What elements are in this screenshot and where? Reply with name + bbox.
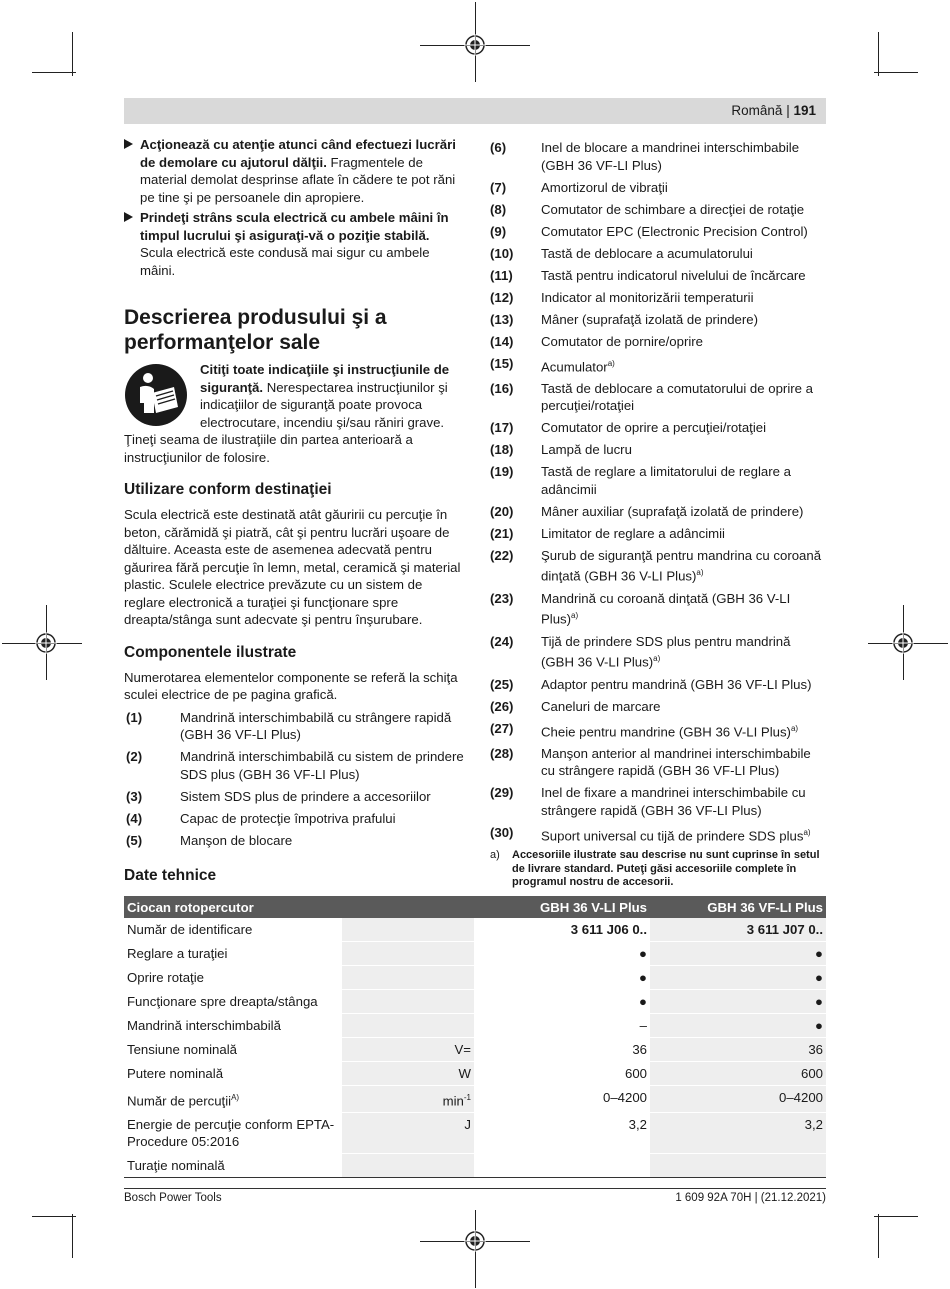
safety-bold: Citiţi toate indicaţiile şi instrucţiunile de siguranţă. [200,362,450,395]
row-value-model2 [650,1014,826,1038]
item-number: (23) [490,590,514,606]
row-value-model1 [474,1113,650,1154]
item-text: Mandrină interschimbabilă cu strângere rapidă (GBH 36 VF-LI Plus) [180,709,452,742]
intended-use-title: Utilizare conform destinaţiei [124,481,332,498]
item-text-body: Limitator de reglare a adâncimii [541,525,725,541]
table-row [124,1062,826,1086]
tech-title [124,866,216,886]
item-text [541,745,826,780]
item-text [541,525,826,543]
item-text [541,201,826,219]
item-text [541,223,826,241]
row-value-model2-text: 600 [800,1066,823,1081]
item-text [541,503,826,521]
row-label-text: Funcţionare spre dreapta/stânga [127,994,318,1009]
column-header: Ciocan rotopercutor [124,896,342,918]
list-item [490,547,826,585]
item-number: (15) [490,355,514,371]
row-label-text: Turaţie nominală [127,1158,225,1174]
list-item [490,311,826,329]
list-item [490,463,826,498]
item-text-body: Tastă de deblocare a acumulatorului [541,245,753,261]
item-number: (1) [126,709,143,725]
item-number: (6) [490,140,507,155]
row-value-model2-text: 3,2 [804,1117,823,1133]
row-value-model2-text: ● [815,970,823,985]
intended-use-text: Scula electrică este destinată atât găuririi cu percuţie în beton, cărămidă şi piatră, cât şi pentru lucrări uşoare de dăltuire. Aceasta este de asemenea adecvată pentru găurirea fără percuţie în lemn, metal, ceramică şi material plastic. Sculele electrice prevăzute cu un sistem de reglare electronică a turaţiei şi funcţionare spre dreapta/stânga sunt adecvate şi pentru înşurubare. [124,507,461,627]
item-number: (12) [490,289,514,305]
list-item [490,784,826,819]
item-text-body: Inel de fixare a mandrinei interschimbabile cu strângere rapidă (GBH 36 VF-LI Plus) [541,785,806,818]
footnote [490,849,826,890]
footnote-ref: a) [803,827,811,837]
item-number: (30) [490,824,514,840]
row-value-model2 [650,990,826,1014]
row-unit [342,990,474,1014]
item-text-body: Mâner auxiliar (suprafaţă izolată de prindere) [541,503,804,519]
list-item [490,720,826,741]
row-label [124,1038,342,1062]
item-text [541,419,826,437]
column-header [342,896,474,918]
list-item [124,748,464,783]
list-item [490,223,826,241]
footer-rule [124,1188,826,1189]
list-item [490,139,826,174]
item-text [541,824,826,845]
row-unit-text: min [442,1093,464,1109]
item-text-body: Cheie pentru mandrine (GBH 36 V-LI Plus) [541,723,791,739]
bullet-triangle-icon [124,212,133,222]
row-label [124,1086,342,1113]
row-unit [342,918,474,942]
item-number: (4) [126,810,143,826]
crop-mark [878,32,879,76]
list-item [490,525,826,543]
item-text-body: Caneluri de marcare [541,698,661,714]
table-row [124,1113,826,1154]
row-value-model1-text: ● [639,946,647,961]
item-text-body: Tastă de reglare a limitatorului de reglare a adâncimii [541,464,791,497]
row-label [124,918,342,942]
footnote-text: Accesoriile ilustrate sau descrise nu sunt cuprinse în setul de livrare standard. Puteţi găsi accesoriile complete în programul nostru de accesorii. [512,849,820,889]
row-value-model2 [650,1154,826,1178]
registration-mark-icon [464,34,486,56]
row-unit [342,1113,474,1154]
table-row [124,918,826,942]
right-column [490,139,826,890]
item-text-body: Tastă de deblocare a comutatorului de oprire a percuţiei/rotaţiei [541,380,813,414]
row-value-model2 [650,942,826,966]
row-value-model2-text: 36 [808,1042,823,1057]
row-value-model1-text: 0–4200 [602,1090,647,1105]
row-value-model2 [650,1086,826,1113]
row-value-model1 [474,966,650,990]
section-title: Descrierea produsului şi a performanţelor sale [124,306,387,354]
item-text-body: Mâner (suprafaţă izolată de prindere) [541,311,758,327]
row-value-model2-text: 0–4200 [778,1090,823,1105]
row-value-model1-text: ● [639,970,647,985]
row-label-text: Număr de identificare [127,922,253,937]
item-number: (20) [490,503,514,519]
tech-table [124,896,826,1178]
crop-mark [72,32,73,76]
item-text [541,698,826,716]
row-value-model1 [474,990,650,1014]
column-header: GBH 36 VF-LI Plus [650,896,826,918]
item-text: Mandrină interschimbabilă cu sistem de prindere SDS plus (GBH 36 VF-LI Plus) [180,749,464,782]
row-label [124,990,342,1014]
item-text: Sistem SDS plus de prindere a accesoriilor [180,788,431,804]
item-number: (14) [490,333,514,349]
row-unit [342,1038,474,1062]
list-item [490,441,826,459]
row-value-model2-text: ● [815,994,823,1009]
item-text-body: Şurub de siguranţă pentru mandrina cu coroană dinţată (GBH 36 V-LI Plus) [541,547,822,584]
components-title: Componentele ilustrate [124,643,297,661]
list-item [490,380,826,415]
row-value-model1 [474,1154,650,1178]
list-item [490,590,826,628]
footnote-ref: a) [790,723,799,733]
row-value-model1-text: 3 611 J06 0.. [570,922,647,937]
item-text: Manşon de blocare [180,832,293,848]
warning-item [124,136,464,206]
label-footnote-ref: A) [231,1093,240,1102]
item-number: (2) [126,749,143,764]
list-item [490,267,826,285]
item-number: (10) [490,245,514,261]
read-manual-icon [124,363,188,427]
row-value-model1 [474,1062,650,1086]
item-number: (21) [490,525,514,541]
footer-left: Bosch Power Tools [124,1192,222,1204]
warning-bold: Acţionează cu atenţie atunci când efectuezi lucrări de demolare cu ajutorul dălţii. [140,137,456,170]
item-text-body: Tijă de prindere SDS plus pentru mandrină (GBH 36 V-LI Plus) [541,633,791,670]
item-text-body: Suport universal cu tijă de prindere SDS plus [541,828,804,844]
table-row [124,990,826,1014]
header-separator: | [786,103,790,118]
row-label [124,1154,342,1178]
item-text-body: Comutator de pornire/oprire [541,333,703,349]
item-text [541,355,826,376]
list-item [490,503,826,521]
item-number: (7) [490,179,507,195]
crop-mark [32,1216,76,1217]
footnote-ref: a) [571,611,579,621]
item-text [541,590,826,628]
item-text [541,245,826,263]
safety-text: Nerespectarea instrucţiunilor şi indicaţiilor de siguranţă poate provoca electrocutare, incendiu şi/sau răniri grave. [200,379,448,430]
item-text [541,289,826,307]
illustrations-note: Ţineţi seama de ilustraţiile din partea anterioară a instrucţiunilor de folosire. [124,432,413,465]
row-value-model2 [650,1113,826,1154]
item-text-body: Acumulator [541,358,608,374]
item-number: (25) [490,676,514,692]
table-row [124,1086,826,1113]
row-label-text: Mandrină interschimbabilă [127,1018,281,1033]
item-number: (22) [490,547,514,563]
list-item [124,810,464,828]
row-value-model1-text: 3,2 [628,1117,647,1133]
column-header: GBH 36 V-LI Plus [474,896,650,918]
list-item [490,745,826,780]
bullet-triangle-icon [124,139,133,149]
row-value-model2 [650,918,826,942]
row-unit-text: J [464,1117,471,1133]
row-value-model1-text: ● [639,994,647,1009]
row-unit [342,942,474,966]
row-label-text: Tensiune nominală [127,1042,237,1057]
list-item [490,201,826,219]
row-unit [342,1154,474,1178]
header-text [731,103,816,118]
row-value-model1-text: 36 [632,1042,647,1057]
registration-mark-icon [35,632,57,654]
warning-text: Fragmentele de material demolat desprinse aflate în cădere te pot răni pe tine şi pe persoanele din apropiere. [140,154,456,205]
item-number: (16) [490,380,514,396]
item-text [541,676,826,694]
row-value-model1 [474,918,650,942]
list-item [124,788,464,806]
page-number: 191 [793,103,816,118]
item-number: (9) [490,223,507,239]
row-value-model1-text: – [639,1018,647,1033]
item-text [541,380,826,415]
item-number: (3) [126,788,143,804]
list-item [124,832,464,850]
item-number: (11) [490,267,513,283]
row-label-text: Oprire rotaţie [127,970,204,985]
item-text-body: Adaptor pentru mandrină (GBH 36 VF-LI Plus) [541,676,812,692]
item-number: (18) [490,442,514,458]
warning-bold: Prindeţi strâns scula electrică cu ambele mâini în timpul lucrului şi asiguraţi-vă o poziţie stabilă. [140,210,449,243]
item-text [541,139,826,174]
table-row [124,1154,826,1178]
item-text-body: Tastă pentru indicatorul nivelului de încărcare [541,267,806,283]
item-text-body: Comutator de oprire a percuţiei/rotaţiei [541,420,767,436]
item-text-body: Comutator de schimbare a direcţiei de rotaţie [541,201,805,217]
table-row [124,966,826,990]
row-value-model1-text: 600 [624,1066,647,1081]
row-unit [342,1062,474,1086]
item-number: (24) [490,633,514,649]
list-item [490,676,826,694]
item-text-body: Inel de blocare a mandrinei interschimbabile (GBH 36 VF-LI Plus) [541,140,800,173]
registration-mark-icon [892,632,914,654]
row-unit-text: V= [454,1042,471,1057]
row-label-text: Reglare a turaţiei [127,946,228,961]
safety-block [124,361,464,466]
item-text [541,633,826,671]
item-text: Capac de protecţie împotriva prafului [180,810,396,826]
row-label-text: Număr de percuţii [127,1093,232,1109]
left-column [124,136,464,854]
row-value-model1 [474,942,650,966]
list-item [490,355,826,376]
list-item [490,289,826,307]
table-row [124,942,826,966]
list-item [490,824,826,845]
item-text-body: Amortizorul de vibraţii [541,179,668,195]
row-unit [342,1086,474,1113]
item-number: (28) [490,745,514,761]
item-number: (17) [490,420,514,436]
item-number: (8) [490,201,507,217]
footnote-marker: a) [490,849,500,862]
components-intro: Numerotarea elementelor componente se referă la schiţa sculei electrice de pe pagina grafică. [124,669,458,702]
list-item [490,245,826,263]
crop-mark [874,72,918,73]
item-number: (29) [490,785,514,801]
row-unit [342,966,474,990]
row-value-model1 [474,1038,650,1062]
crop-mark [32,72,76,73]
list-item [490,698,826,716]
footnote-ref: a) [607,358,615,368]
item-text [541,441,826,459]
row-unit [342,1014,474,1038]
row-value-model2-text: ● [815,1018,823,1033]
registration-mark-icon [464,1230,486,1252]
footnote-ref: a) [653,654,661,664]
item-text-body: Lampă de lucru [541,442,632,458]
crop-mark [874,1216,918,1217]
list-item [490,179,826,197]
item-text [541,179,826,197]
row-unit-text: W [458,1066,471,1081]
item-text [541,720,826,741]
table-row [124,1014,826,1038]
row-value-model2-text: ● [815,946,823,961]
item-number: (26) [490,698,514,714]
row-label-text: Energie de percuţie conform EPTA-Procedure 05:2016 [127,1117,335,1150]
row-label [124,1014,342,1038]
row-value-model2 [650,966,826,990]
item-text [541,784,826,819]
item-number: (19) [490,464,514,480]
item-text [541,333,826,351]
item-text-body: Mandrină cu coroană dinţată (GBH 36 V-LI Plus) [541,590,791,627]
footnote-ref: a) [696,568,704,578]
item-text-body: Manşon anterior al mandrinei interschimbabile cu strângere rapidă (GBH 36 VF-LI Plus) [541,745,811,779]
item-text [541,311,826,329]
row-label [124,1062,342,1086]
item-number: (27) [490,720,514,736]
table-row [124,1038,826,1062]
row-label-text: Putere nominală [127,1066,224,1081]
list-item [490,633,826,671]
item-text [541,463,826,498]
item-text-body: Comutator EPC (Electronic Precision Control) [541,223,808,239]
row-value-model2 [650,1038,826,1062]
item-number: (13) [490,311,514,327]
item-text-body: Indicator al monitorizării temperaturii [541,289,754,305]
unit-exponent: -1 [463,1093,471,1102]
item-number: (5) [126,832,143,848]
table-header-row [124,896,826,918]
row-value-model2-text: 3 611 J07 0.. [746,922,823,937]
row-value-model1 [474,1086,650,1113]
list-item [124,709,464,744]
tech-heading: Date tehnice [124,867,217,884]
item-text [541,267,826,285]
warning-item [124,209,464,279]
header-language: Română [731,103,783,118]
list-item [490,419,826,437]
row-value-model1 [474,1014,650,1038]
page-header [124,98,826,124]
footer-right: 1 609 92A 70H | (21.12.2021) [675,1192,826,1204]
row-label [124,1113,342,1154]
item-text [541,547,826,585]
table-body [124,918,826,1178]
warning-text: Scula electrică este condusă mai sigur cu ambele mâini. [140,245,430,278]
list-item [490,333,826,351]
row-label [124,942,342,966]
crop-mark [72,1214,73,1258]
component-list [490,139,826,845]
row-value-model2 [650,1062,826,1086]
row-label [124,966,342,990]
crop-mark [878,1214,879,1258]
